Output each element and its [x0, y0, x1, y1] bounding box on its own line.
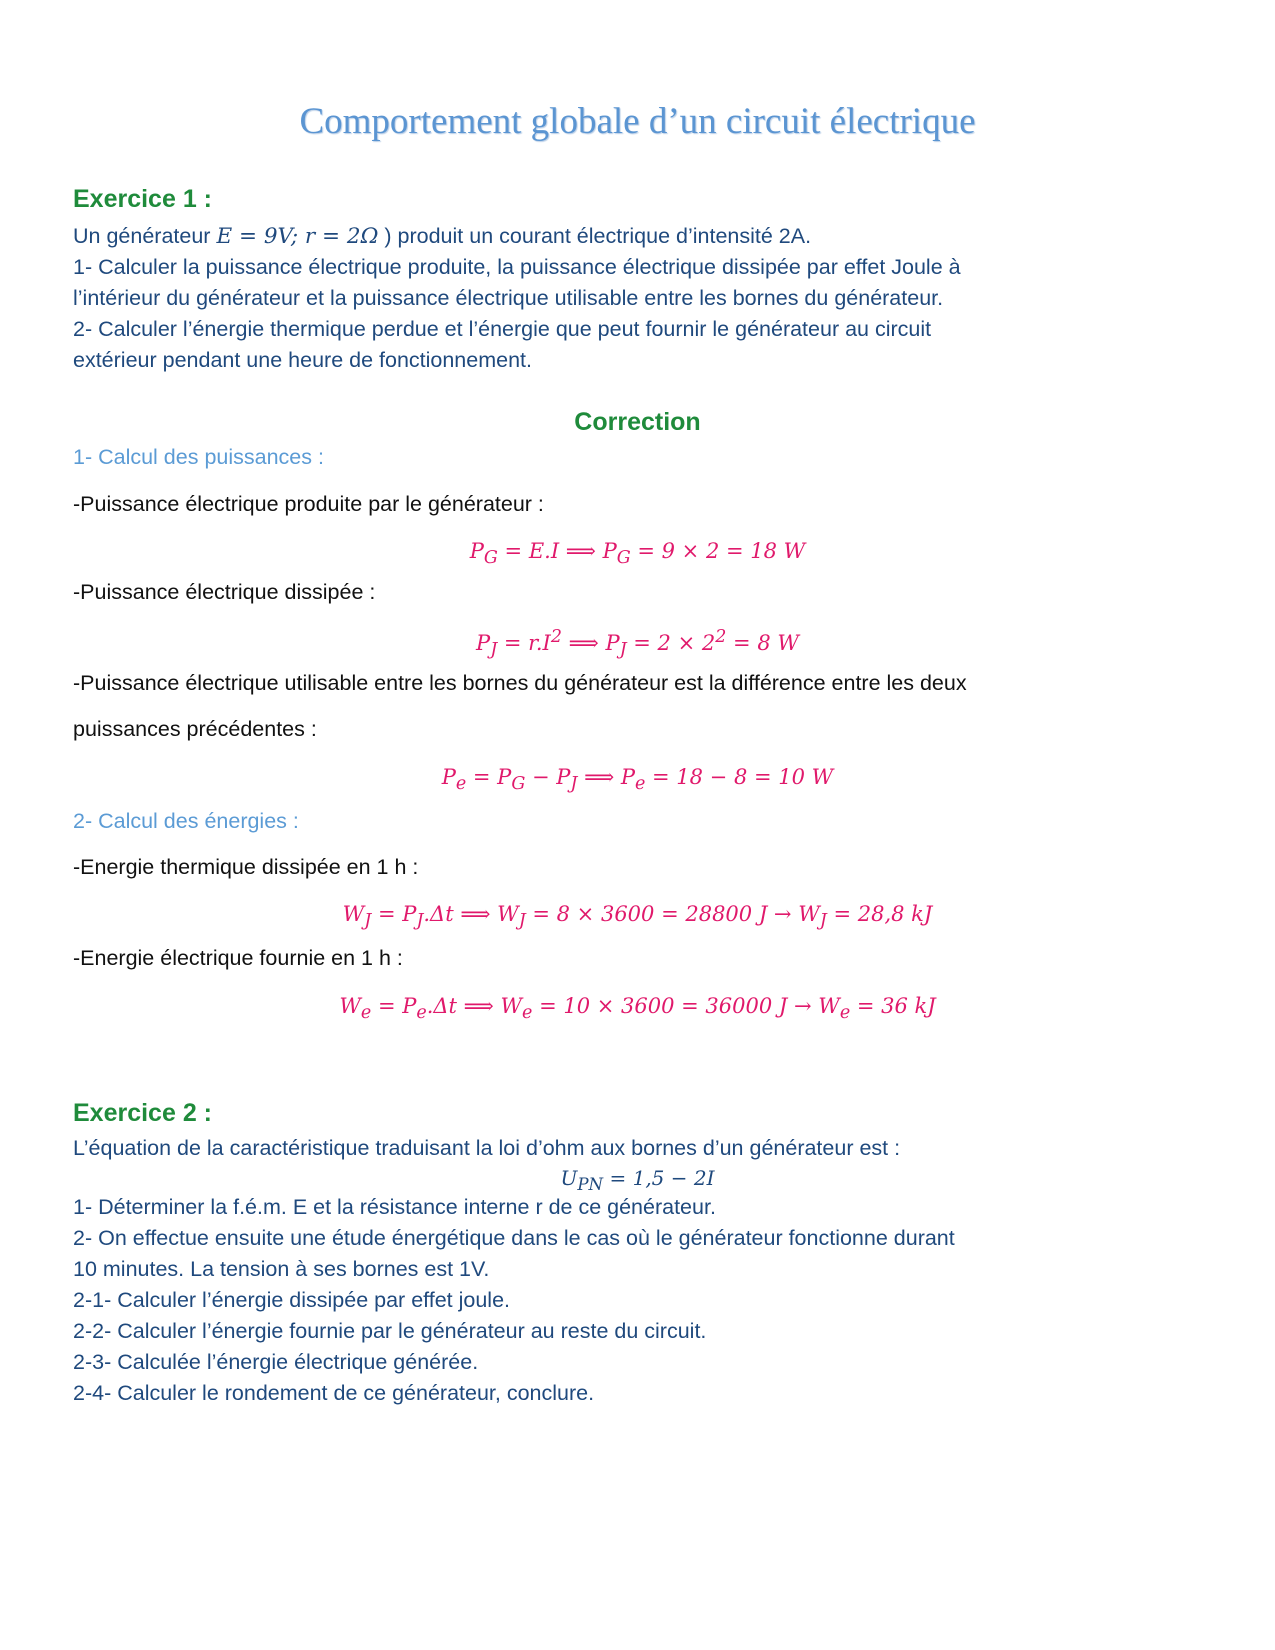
exercise-2-questions — [73, 1192, 1203, 1409]
equation-power-dissipated: $P_J = r.I^2$ ⟹ $P_J = 2 \times 2^2 = 8$ W — [476, 627, 799, 661]
exercise-1-heading: Exercice 1 : — [73, 185, 212, 213]
equation-power-produced: $P_G = E.I$ ⟹ $P_G = 9 \times 2 = 18$ W — [469, 539, 806, 569]
power-usable-label-2: puissances précédentes : — [73, 717, 317, 741]
ex2-line-8: 2-4- Calculer le rondement de ce générateur, conclure. — [73, 1381, 595, 1405]
correction-heading: Correction — [574, 408, 701, 436]
equation-power-usable: $P_e = P_G - P_J$ ⟹ $P_e = 18 - 8 = 10$ W — [441, 765, 834, 795]
correction-sub-1: 1- Calcul des puissances : — [73, 445, 324, 469]
ex2-line-4: 10 minutes. La tension à ses bornes est 1V. — [73, 1257, 490, 1281]
equation-energy-electric: $W_e = P_e.\Delta t$ ⟹ $W_e = 10 \times 3600 = 36000$ $J \to W_e = 36$ kJ — [339, 994, 936, 1024]
power-dissipated-label: -Puissance électrique dissipée : — [73, 580, 376, 604]
ex1-line-5: extérieur pendant une heure de fonctionnement. — [73, 348, 532, 372]
energy-electric-label: -Energie électrique fournie en 1 h : — [73, 946, 403, 970]
energy-thermal-label: -Energie thermique dissipée en 1 h : — [73, 855, 419, 879]
ex1-line-4: 2- Calculer l’énergie thermique perdue et l’énergie que peut fournir le générateur au circuit — [73, 317, 932, 341]
exercise-1-statement — [73, 221, 1203, 376]
page-title: Comportement globale d’un circuit électrique — [299, 101, 976, 142]
ex2-line-2: 1- Déterminer la f.é.m. E et la résistance interne r de ce générateur. — [73, 1195, 716, 1219]
ex1-line-2: 1- Calculer la puissance électrique produite, la puissance électrique dissipée par effet Joule à — [73, 255, 961, 279]
ex2-line-6: 2-2- Calculer l’énergie fournie par le générateur au reste du circuit. — [73, 1319, 707, 1343]
correction-sub-2: 2- Calcul des énergies : — [73, 809, 299, 833]
ex1-line-3: l’intérieur du générateur et la puissance électrique utilisable entre les bornes du générateur. — [73, 286, 944, 310]
exercise-2-heading: Exercice 2 : — [73, 1099, 212, 1127]
ex2-line-3: 2- On effectue ensuite une étude énergétique dans le cas où le générateur fonctionne durant — [73, 1226, 955, 1250]
ex2-line-5: 2-1- Calculer l’énergie dissipée par effet joule. — [73, 1288, 511, 1312]
equation-energy-thermal: $W_J = P_J.\Delta t$ ⟹ $W_J = 8 \times 3600 = 28800$ $J \to W_J = 28,8$ kJ — [342, 902, 933, 932]
power-produced-label: -Puissance électrique produite par le générateur : — [73, 492, 544, 516]
power-usable-label-1: -Puissance électrique utilisable entre les bornes du générateur est la différence entre les deux — [73, 671, 967, 695]
ex2-line-7: 2-3- Calculée l’énergie électrique générée. — [73, 1350, 479, 1374]
ex2-line-1: L’équation de la caractéristique traduisant la loi d’ohm aux bornes d’un générateur est : — [73, 1136, 901, 1160]
ex1-line-1: Un générateur E = 9V; r = 2Ω ) produit un courant électrique d’intensité 2A. — [73, 224, 812, 249]
equation-upn: $U_{PN} = 1,5 - 2I$ — [560, 1166, 715, 1194]
